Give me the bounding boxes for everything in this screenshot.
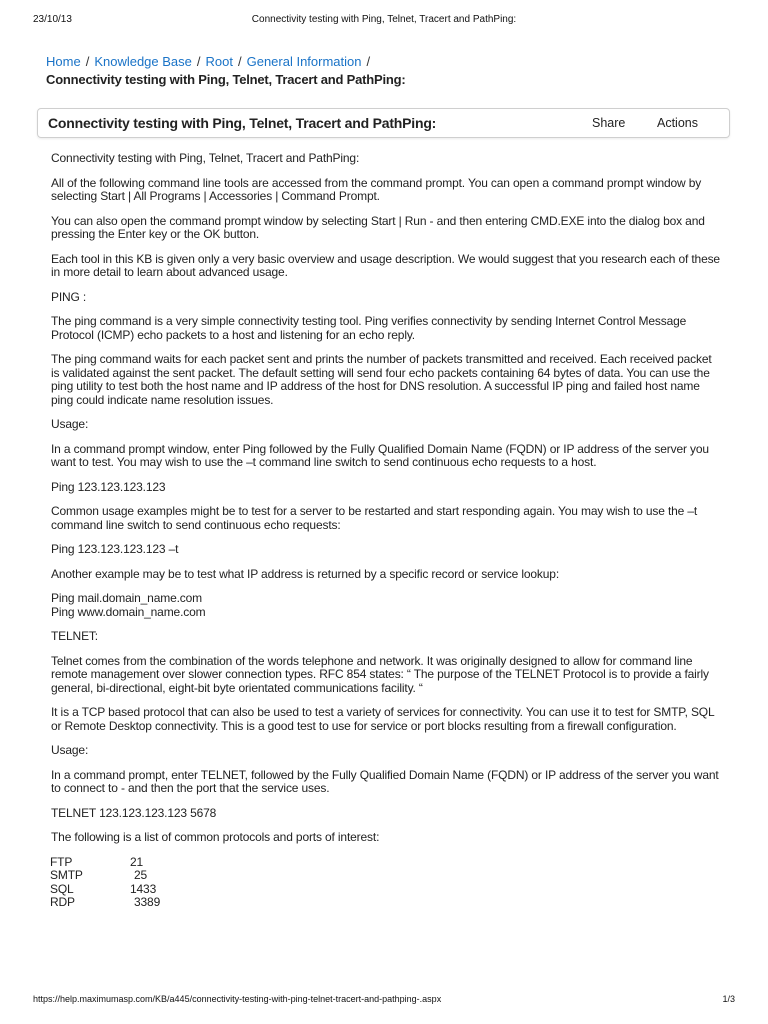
print-footer — [33, 994, 735, 1008]
page-number: 1/3 — [722, 994, 735, 1004]
command-example: Ping mail.domain_name.com — [51, 591, 202, 605]
protocol-port: 1433 — [130, 881, 157, 896]
paragraph: All of the following command line tools are accessed from the command prompt. You can open a command prompt window by selecting Start | All Programs | Accessories | Command Prompt. — [51, 175, 702, 203]
paragraph: Telnet comes from the combination of the words telephone and network. It was originally designed to allow for command line remote management over slower connection types. RFC 854 states: “ The purpose of the TELNET Protocol is to provide a fairly general, bi-directional, eight-bit byte orientated communications facility. “ — [51, 653, 709, 695]
command-example: Ping 123.123.123.123 –t — [51, 542, 179, 556]
protocol-name: FTP — [50, 854, 73, 869]
article-title-bar — [37, 108, 730, 138]
paragraph: You can also open the command prompt window by selecting Start | Run - and then entering CMD.EXE into the dialog box and pressing the Enter key or the OK button. — [51, 213, 705, 241]
paragraph: Each tool in this KB is given only a very basic overview and usage description. We would suggest that you research each of these in more detail to learn about advanced usage. — [51, 251, 720, 279]
paragraph: In a command prompt window, enter Ping followed by the Fully Qualified Domain Name (FQDN) or IP address of the server you want to test. You may wish to use the –t command line switch to send continuous echo requests to a host. — [51, 441, 709, 469]
breadcrumb — [46, 54, 728, 88]
breadcrumb-knowledge-base[interactable]: Knowledge Base — [94, 54, 192, 69]
section-heading-ping: PING : — [51, 289, 87, 304]
breadcrumb-current: Connectivity testing with Ping, Telnet, Tracert and PathPing: — [46, 72, 406, 87]
paragraph: In a command prompt, enter TELNET, followed by the Fully Qualified Domain Name (FQDN) or IP address of the server you want to connect to - and then the port that the service uses. — [51, 767, 719, 795]
share-button[interactable]: Share — [592, 116, 626, 130]
section-heading-telnet: TELNET: — [51, 629, 98, 643]
paragraph: The ping command is a very simple connectivity testing tool. Ping verifies connectivity by sending Internet Control Message Protocol (ICMP) echo packets to a host and listening for an echo reply. — [51, 314, 687, 342]
paragraph: The following is a list of common protocols and ports of interest: — [51, 830, 380, 844]
list-item — [50, 896, 723, 910]
protocol-port: 21 — [130, 854, 144, 869]
breadcrumb-separator: / — [196, 54, 201, 69]
paragraph: Common usage examples might be to test for a server to be restarted and start responding again. You may wish to use the –t command line switch to send continuous echo requests: — [51, 504, 698, 532]
article-body — [51, 152, 723, 910]
article-title: Connectivity testing with Ping, Telnet, Tracert and PathPing: — [48, 115, 437, 131]
protocol-port: 25 — [134, 868, 148, 882]
breadcrumb-separator: / — [366, 54, 371, 69]
paragraph: Connectivity testing with Ping, Telnet, Tracert and PathPing: — [51, 151, 360, 165]
usage-label: Usage: — [51, 743, 89, 757]
protocol-name: RDP — [50, 895, 75, 909]
list-item — [50, 883, 723, 897]
breadcrumb-separator: / — [237, 54, 242, 69]
paragraph: It is a TCP based protocol that can also be used to test a variety of services for connectivity. You can use it to test for SMTP, SQL or Remote Desktop connectivity. This is a good test to use for service or port blocks resulting from a firewall configuration. — [51, 705, 715, 733]
command-example: Ping www.domain_name.com — [51, 604, 206, 619]
actions-button[interactable]: Actions — [657, 116, 698, 130]
ports-list — [50, 856, 723, 910]
breadcrumb-general-information[interactable]: General Information — [246, 54, 362, 69]
breadcrumb-root[interactable]: Root — [205, 54, 233, 69]
list-item — [50, 869, 723, 883]
print-header — [33, 14, 735, 28]
breadcrumb-home[interactable]: Home — [46, 54, 81, 69]
command-example: Ping 123.123.123.123 — [51, 479, 166, 494]
print-date: 23/10/13 — [33, 14, 72, 25]
breadcrumb-separator: / — [85, 54, 90, 69]
paragraph: The ping command waits for each packet sent and prints the number of packets transmitted and received. Each received packet is validated against the sent packet. The default setting will send four echo packets containing 64 bytes of data. You can use the ping utility to test both the host name and IP address of the host for DNS resolution. A successful IP ping and failed host name ping could indicate name resolution issues. — [51, 352, 712, 407]
list-item — [50, 856, 723, 870]
page-url: https://help.maximumasp.com/KB/a445/connectivity-testing-with-ping-telnet-tracert-and-pathping-.aspx — [33, 994, 442, 1004]
command-example: TELNET 123.123.123.123 5678 — [51, 805, 217, 820]
usage-label: Usage: — [51, 417, 89, 431]
protocol-port: 3389 — [134, 895, 161, 909]
print-page-title: Connectivity testing with Ping, Telnet, Tracert and PathPing: — [251, 14, 517, 25]
protocol-name: SMTP — [50, 868, 83, 882]
protocol-name: SQL — [50, 881, 74, 896]
paragraph: Another example may be to test what IP address is returned by a specific record or service lookup: — [51, 566, 560, 581]
